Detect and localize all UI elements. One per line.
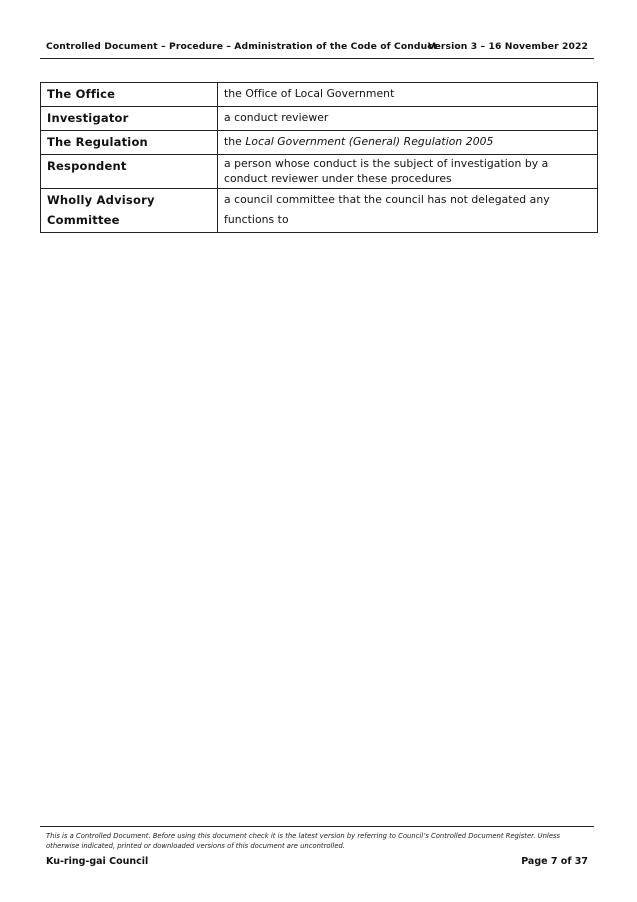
definition-text: a person whose conduct is the subject of investigation by a conduct reviewer under these procedures — [218, 155, 598, 189]
definition-text: a council committee that the council has not delegated any functions to — [218, 189, 598, 233]
definition-term: Wholly Advisory Committee — [41, 189, 218, 233]
definition-term: The Regulation — [41, 131, 218, 155]
definition-term: Respondent — [41, 155, 218, 189]
table-row — [41, 189, 598, 233]
organisation-name: Ku-ring-gai Council — [46, 856, 149, 867]
document-title: Controlled Document – Procedure – Administration of the Code of Conduct — [46, 41, 438, 52]
definition-text: the Office of Local Government — [218, 83, 598, 107]
page-number: Page 7 of 37 — [521, 856, 588, 867]
regulation-title: Local Government (General) Regulation 2005 — [245, 135, 494, 148]
definition-text — [218, 131, 598, 155]
definition-term: The Office — [41, 83, 218, 107]
definition-term: Investigator — [41, 107, 218, 131]
definitions-table — [40, 82, 598, 233]
page-header — [40, 40, 594, 59]
table-row — [41, 83, 598, 107]
table-row — [41, 131, 598, 155]
table-row — [41, 155, 598, 189]
controlled-document-notice: This is a Controlled Document. Before using this document check it is the latest version by referring to Council’s Controlled Document Register. Unless otherwise indicated, printed or downloaded versions of this document are uncontrolled. — [46, 832, 561, 850]
definition-text: a conduct reviewer — [218, 107, 598, 131]
page-footer — [40, 826, 594, 867]
document-version: Version 3 – 16 November 2022 — [427, 41, 588, 52]
table-row — [41, 107, 598, 131]
definition-prefix: the — [224, 135, 246, 148]
